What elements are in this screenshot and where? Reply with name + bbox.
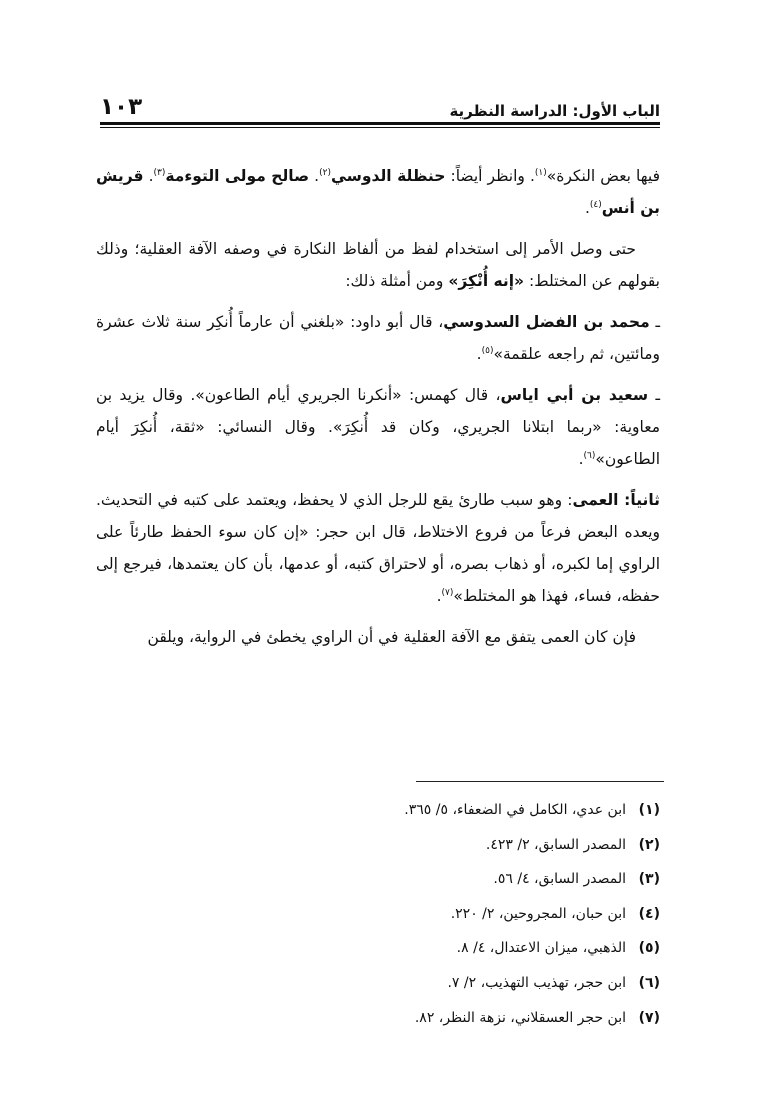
footnote-number: (٢) [638, 836, 660, 853]
footnote-text: ابن عدي، الكامل في الضعفاء، ٥/ ٣٦٥. [404, 802, 626, 818]
footnote-separator [416, 781, 664, 782]
running-header [100, 86, 660, 120]
footnote [300, 862, 660, 897]
text-run: . [584, 199, 590, 217]
paragraph-3 [96, 306, 660, 370]
text-run: ، قال كهمس: «أنكرنا الجريري أيام الطاعون». وقال يزيد بن معاوية: «ربما ابتلانا الجريري، وكان قد أُنكِرَ». وقال النسائي: «ثقة، أُنكِرَ أيام الطاعون» [96, 386, 660, 468]
footnote-text: ابن حبان، المجروحين، ٢/ ٢٢٠. [450, 905, 626, 922]
list-dash: ـ [648, 386, 661, 404]
footnote-ref[interactable]: (٤) [589, 199, 602, 210]
text-run: . [578, 450, 584, 468]
narrator-name: حنظلة الدوسي [330, 167, 446, 185]
narrator-name: صالح مولى التوءمة [165, 167, 310, 185]
text-run: ومن أمثلة ذلك: [345, 272, 449, 290]
footnote-number: (١) [638, 802, 660, 818]
footnote [300, 931, 660, 966]
footnote-number: (٦) [638, 974, 660, 991]
footnote-ref[interactable]: (٦) [583, 450, 596, 461]
page-number: ١٠٣ [100, 94, 143, 120]
footnote-ref[interactable]: (١) [534, 167, 547, 178]
text-run: : وهو سبب طارئ يقع للرجل الذي لا يحفظ، ويعتمد على كتبه في التحديث. ويعده البعض فرعاً من فروع الاختلاط، قال ابن حجر: «إن كان سوء الحفظ طارئاً على الراوي إما لكبره، أو ذهاب بصره، أو لاحتراق كتبه، أو عدمها، بأن كان يعتمدها، فيرجع إلى حفظه، فساء، فهذا هو المختلط» [96, 491, 660, 605]
narrator-name: قريش بن أنس [96, 167, 660, 217]
paragraph-1 [96, 160, 660, 224]
narrator-name: سعيد بن أبي اياس [500, 386, 649, 404]
header-rule-thin [100, 127, 660, 128]
text-run: . وانظر أيضاً: [445, 167, 535, 185]
text-run: . [143, 167, 154, 185]
header-rule-thick [100, 122, 660, 125]
list-dash: ـ [649, 313, 660, 331]
footnote-number: (٧) [638, 1009, 660, 1026]
chapter-title: الباب الأول: الدراسة النظرية [449, 102, 660, 120]
footnote [300, 1001, 660, 1036]
paragraph-5 [96, 484, 660, 612]
footnote-ref[interactable]: (٢) [319, 167, 331, 178]
narrator-name: محمد بن الفضل السدوسي [443, 313, 650, 331]
quoted-term: «إنه أُنْكِرَ» [448, 272, 525, 290]
text-run: فإن كان العمى يتفق مع الآفة العقلية في أن الراوي يخطئ في الرواية، ويلقن [147, 628, 636, 646]
footnote-number: (٣) [638, 871, 660, 888]
footnote-ref[interactable]: (٥) [481, 345, 494, 356]
footnote-number: (٤) [638, 905, 660, 922]
text-run: . [476, 345, 482, 363]
section-heading: ثانياً: العمى [572, 491, 660, 509]
footnote [300, 828, 660, 863]
footnote-number: (٥) [638, 940, 660, 957]
text-run: ، قال أبو داود: «بلغني أن عارماً أُنكِر سنة ثلاث عشرة ومائتين، ثم راجعه علقمة» [96, 313, 660, 363]
footnote-ref[interactable]: (٣) [153, 167, 166, 178]
main-text [96, 160, 660, 662]
text-run: . [436, 587, 442, 605]
text-run: . [309, 167, 320, 185]
footnote [300, 966, 660, 1001]
paragraph-6 [96, 621, 660, 653]
paragraph-4 [96, 379, 660, 475]
footnote-text: المصدر السابق، ٢/ ٤٢٣. [485, 836, 626, 853]
footnote-text: المصدر السابق، ٤/ ٥٦. [493, 871, 626, 888]
footnote [300, 897, 660, 932]
footnote-text: ابن حجر العسقلاني، نزهة النظر، ٨٢. [414, 1009, 626, 1026]
footnote-text: الذهبي، ميزان الاعتدال، ٤/ ٨. [456, 940, 626, 957]
footnote [300, 793, 660, 828]
footnote-text: ابن حجر، تهذيب التهذيب، ٢/ ٧. [447, 974, 626, 991]
text-run: فيها بعض النكرة» [546, 167, 660, 185]
footnote-ref[interactable]: (٧) [441, 587, 454, 598]
paragraph-2 [96, 233, 660, 297]
text-run: حتى وصل الأمر إلى استخدام لفظ من ألفاظ النكارة في وصفه الآفة العقلية؛ وذلك بقولهم عن المختلط: [96, 240, 660, 290]
footnotes [300, 793, 660, 1035]
